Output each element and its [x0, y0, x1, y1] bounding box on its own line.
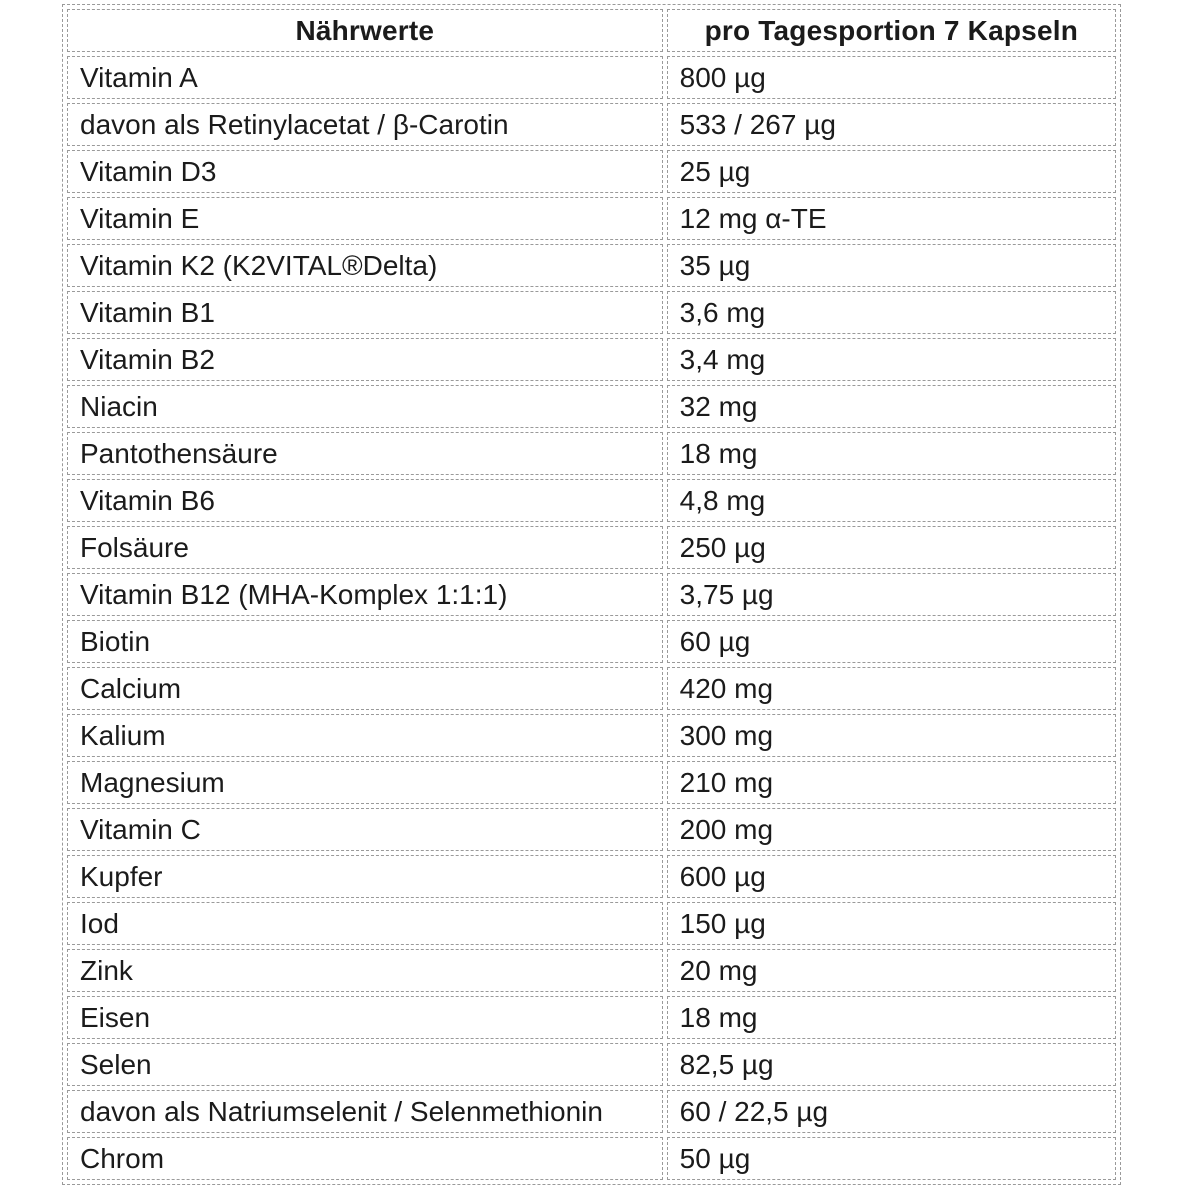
table-row — [67, 761, 1116, 804]
nutrient-name: Vitamin B12 (MHA-Komplex 1:1:1) — [67, 573, 663, 616]
nutrient-amount: 600 µg — [667, 855, 1116, 898]
table-row — [67, 1137, 1116, 1180]
nutrient-name: Vitamin B1 — [67, 291, 663, 334]
nutrient-name: Niacin — [67, 385, 663, 428]
nutrient-name: Vitamin C — [67, 808, 663, 851]
table-row — [67, 714, 1116, 757]
table-row — [67, 526, 1116, 569]
table-row — [67, 103, 1116, 146]
table-row — [67, 996, 1116, 1039]
nutrient-amount: 3,4 mg — [667, 338, 1116, 381]
nutrient-name: Biotin — [67, 620, 663, 663]
nutrient-name: Magnesium — [67, 761, 663, 804]
table-row — [67, 432, 1116, 475]
table-row — [67, 620, 1116, 663]
table-row — [67, 338, 1116, 381]
table-row — [67, 667, 1116, 710]
nutrient-amount: 12 mg α-TE — [667, 197, 1116, 240]
nutrient-name: Vitamin B6 — [67, 479, 663, 522]
nutrient-name: Kupfer — [67, 855, 663, 898]
nutrient-amount: 150 µg — [667, 902, 1116, 945]
nutrient-name: Kalium — [67, 714, 663, 757]
nutrient-amount: 250 µg — [667, 526, 1116, 569]
table-row — [67, 385, 1116, 428]
nutrient-name: Vitamin D3 — [67, 150, 663, 193]
table-header — [67, 9, 1116, 52]
nutrient-amount: 533 / 267 µg — [667, 103, 1116, 146]
nutrient-amount: 200 mg — [667, 808, 1116, 851]
col-header-tagesportion: pro Tagesportion 7 Kapseln — [667, 9, 1116, 52]
nutrient-amount: 82,5 µg — [667, 1043, 1116, 1086]
table-body — [67, 56, 1116, 1180]
header-row — [67, 9, 1116, 52]
table-row — [67, 56, 1116, 99]
table-row — [67, 1090, 1116, 1133]
nutrient-name: Chrom — [67, 1137, 663, 1180]
nutrient-name: davon als Retinylacetat / β-Carotin — [67, 103, 663, 146]
nutrient-name: Vitamin E — [67, 197, 663, 240]
table-row — [67, 150, 1116, 193]
nutrient-amount: 60 µg — [667, 620, 1116, 663]
nutrient-name: Zink — [67, 949, 663, 992]
table-row — [67, 902, 1116, 945]
nutrient-amount: 32 mg — [667, 385, 1116, 428]
nutrient-name: Vitamin B2 — [67, 338, 663, 381]
nutrient-amount: 50 µg — [667, 1137, 1116, 1180]
nutrient-amount: 20 mg — [667, 949, 1116, 992]
table-row — [67, 808, 1116, 851]
table-row — [67, 244, 1116, 287]
nutrient-amount: 800 µg — [667, 56, 1116, 99]
table-row — [67, 197, 1116, 240]
nutrient-name: Calcium — [67, 667, 663, 710]
table-row — [67, 291, 1116, 334]
nutrient-name: Vitamin A — [67, 56, 663, 99]
nutrient-name: Eisen — [67, 996, 663, 1039]
nutrient-amount: 18 mg — [667, 432, 1116, 475]
nutrient-name: Pantothensäure — [67, 432, 663, 475]
table-row — [67, 855, 1116, 898]
nutrition-table — [62, 4, 1121, 1185]
table-row — [67, 949, 1116, 992]
nutrient-amount: 210 mg — [667, 761, 1116, 804]
nutrient-amount: 4,8 mg — [667, 479, 1116, 522]
table-row — [67, 1043, 1116, 1086]
nutrient-amount: 300 mg — [667, 714, 1116, 757]
nutrient-amount: 35 µg — [667, 244, 1116, 287]
nutrient-amount: 420 mg — [667, 667, 1116, 710]
nutrient-name: Iod — [67, 902, 663, 945]
nutrient-amount: 3,75 µg — [667, 573, 1116, 616]
nutrient-name: davon als Natriumselenit / Selenmethionin — [67, 1090, 663, 1133]
table-row — [67, 479, 1116, 522]
nutrient-name: Vitamin K2 (K2VITAL®Delta) — [67, 244, 663, 287]
table-row — [67, 573, 1116, 616]
nutrient-amount: 60 / 22,5 µg — [667, 1090, 1116, 1133]
col-header-naehrwerte: Nährwerte — [67, 9, 663, 52]
nutrient-name: Selen — [67, 1043, 663, 1086]
nutrient-amount: 3,6 mg — [667, 291, 1116, 334]
nutrient-amount: 25 µg — [667, 150, 1116, 193]
nutrient-amount: 18 mg — [667, 996, 1116, 1039]
nutrient-name: Folsäure — [67, 526, 663, 569]
nutrition-table-wrap — [62, 4, 1121, 1185]
